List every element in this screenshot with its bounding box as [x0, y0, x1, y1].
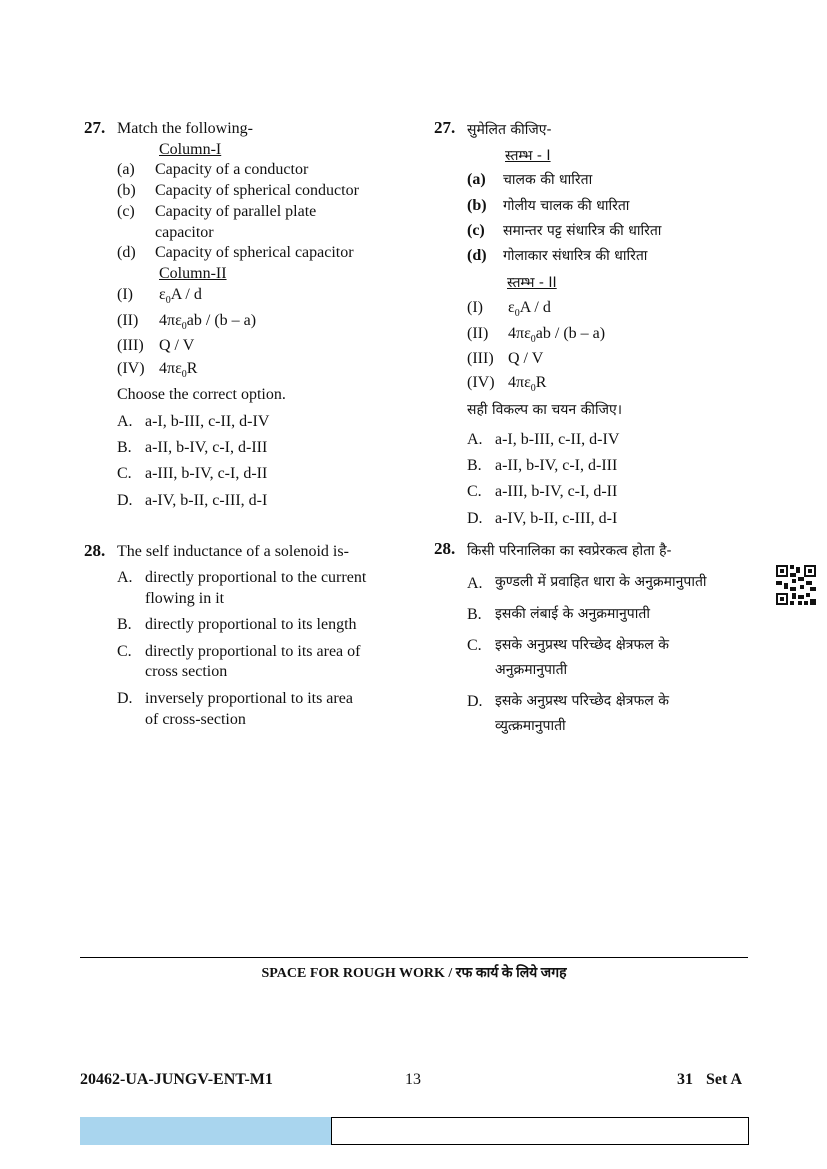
option-tag: D.	[117, 690, 133, 707]
option-text: directly proportional to its length	[145, 616, 357, 633]
option-tag: B.	[467, 457, 482, 474]
option-text: a-II, b-IV, c-I, d-III	[495, 457, 618, 474]
question-number: 28.	[434, 539, 456, 558]
item-tag: (IV)	[467, 374, 495, 391]
rough-work-divider	[80, 957, 748, 958]
option-tag: C.	[467, 637, 482, 654]
option-text: flowing in it	[145, 590, 225, 607]
option-text: कुण्डली में प्रवाहित धारा के अनुक्रमानुपाती	[495, 574, 707, 590]
option-tag: D.	[467, 510, 483, 527]
formula: $4\pi\varepsilon_0ab / (b - a)$	[159, 312, 257, 333]
formula: $\varepsilon_0A$ / d	[508, 299, 551, 320]
option-text: a-III, b-IV, c-I, d-II	[145, 465, 268, 482]
option-tag: C.	[117, 465, 132, 482]
question-number: 27.	[434, 118, 456, 137]
column-heading: स्तम्भ - II	[507, 275, 557, 291]
option-text: a-I, b-III, c-II, d-IV	[495, 431, 620, 448]
option-tag: D.	[117, 492, 133, 509]
question-number: 28.	[84, 541, 106, 560]
option-text: इसके अनुप्रस्थ परिच्छेद क्षेत्रफल के	[495, 693, 669, 709]
item-tag: (I)	[117, 286, 133, 303]
option-text: a-III, b-IV, c-I, d-II	[495, 483, 618, 500]
option-tag: B.	[117, 439, 132, 456]
option-text: a-I, b-III, c-II, d-IV	[145, 413, 270, 430]
item-tag: (b)	[467, 197, 487, 214]
question-prompt: Choose the correct option.	[117, 386, 286, 403]
rough-work-label: SPACE FOR ROUGH WORK / रफ कार्य के लिये जगह	[261, 966, 567, 981]
column-heading: स्तम्भ - I	[505, 148, 551, 164]
option-text: of cross-section	[145, 711, 246, 728]
question-number: 27.	[84, 118, 106, 137]
set-number: 31	[677, 1071, 693, 1088]
option-tag: C.	[467, 483, 482, 500]
item-text: समान्तर पट्ट संधारित्र की धारिता	[503, 223, 662, 239]
option-text: inversely proportional to its area	[145, 690, 353, 707]
option-tag: C.	[117, 643, 132, 660]
item-tag: (III)	[117, 337, 144, 354]
option-text: cross section	[145, 663, 228, 680]
question-stem: सुमेलित कीजिए-	[467, 122, 552, 138]
item-text: चालक की धारिता	[503, 172, 593, 188]
item-tag: (II)	[117, 312, 139, 329]
footer-box	[331, 1117, 749, 1145]
formula: Q / V	[508, 350, 544, 367]
option-text: directly proportional to the current	[145, 569, 367, 586]
formula: Q / V	[159, 337, 195, 354]
formula: $4\pi\varepsilon_0R$	[159, 360, 198, 381]
option-tag: A.	[117, 413, 133, 430]
item-text: capacitor	[155, 224, 214, 241]
option-text: इसकी लंबाई के अनुक्रमानुपाती	[495, 606, 650, 622]
column-heading: Column-I	[159, 141, 222, 158]
formula: $4\pi\varepsilon_0R$	[508, 374, 547, 395]
formula: $\varepsilon_0A$ / d	[159, 286, 202, 307]
option-tag: A.	[467, 431, 483, 448]
item-tag: (c)	[117, 203, 135, 220]
question-prompt: सही विकल्प का चयन कीजिए।	[467, 402, 623, 418]
item-tag: (IV)	[117, 360, 145, 377]
option-text: इसके अनुप्रस्थ परिच्छेद क्षेत्रफल के	[495, 637, 669, 653]
item-text: गोलीय चालक की धारिता	[503, 198, 630, 214]
option-tag: B.	[117, 616, 132, 633]
item-text: Capacity of a conductor	[155, 161, 309, 178]
item-tag: (II)	[467, 325, 489, 342]
column-heading: Column-II	[159, 265, 227, 282]
item-tag: (a)	[467, 171, 486, 188]
option-tag: A.	[467, 575, 483, 592]
option-text: a-IV, b-II, c-III, d-I	[145, 492, 268, 509]
question-stem: The self inductance of a solenoid is-	[117, 543, 349, 560]
formula: $4\pi\varepsilon_0ab / (b - a)$	[508, 325, 606, 346]
paper-code: 20462-UA-JUNGV-ENT-M1	[80, 1071, 273, 1088]
item-tag: (a)	[117, 161, 135, 178]
page-number: 13	[405, 1071, 421, 1088]
item-tag: (d)	[467, 247, 487, 264]
set-label: Set A	[706, 1071, 742, 1088]
item-text: Capacity of parallel plate	[155, 203, 317, 220]
option-tag: B.	[467, 606, 482, 623]
option-text: a-IV, b-II, c-III, d-I	[495, 510, 618, 527]
item-tag: (b)	[117, 182, 136, 199]
option-text: a-II, b-IV, c-I, d-III	[145, 439, 268, 456]
item-tag: (c)	[467, 222, 485, 239]
option-text: directly proportional to its area of	[145, 643, 361, 660]
item-text: गोलाकार संधारित्र की धारिता	[503, 248, 648, 264]
footer-color-band	[80, 1117, 331, 1145]
option-text: व्युत्क्रमानुपाती	[495, 718, 566, 734]
option-text: अनुक्रमानुपाती	[495, 662, 568, 678]
qr-code-icon	[776, 565, 816, 605]
option-tag: D.	[467, 693, 483, 710]
option-tag: A.	[117, 569, 133, 586]
item-tag: (d)	[117, 244, 136, 261]
item-tag: (III)	[467, 350, 494, 367]
question-stem: किसी परिनालिका का स्वप्रेरकत्व होता है-	[467, 543, 672, 559]
item-text: Capacity of spherical capacitor	[155, 244, 354, 261]
item-text: Capacity of spherical conductor	[155, 182, 359, 199]
question-stem: Match the following-	[117, 120, 253, 137]
item-tag: (I)	[467, 299, 483, 316]
